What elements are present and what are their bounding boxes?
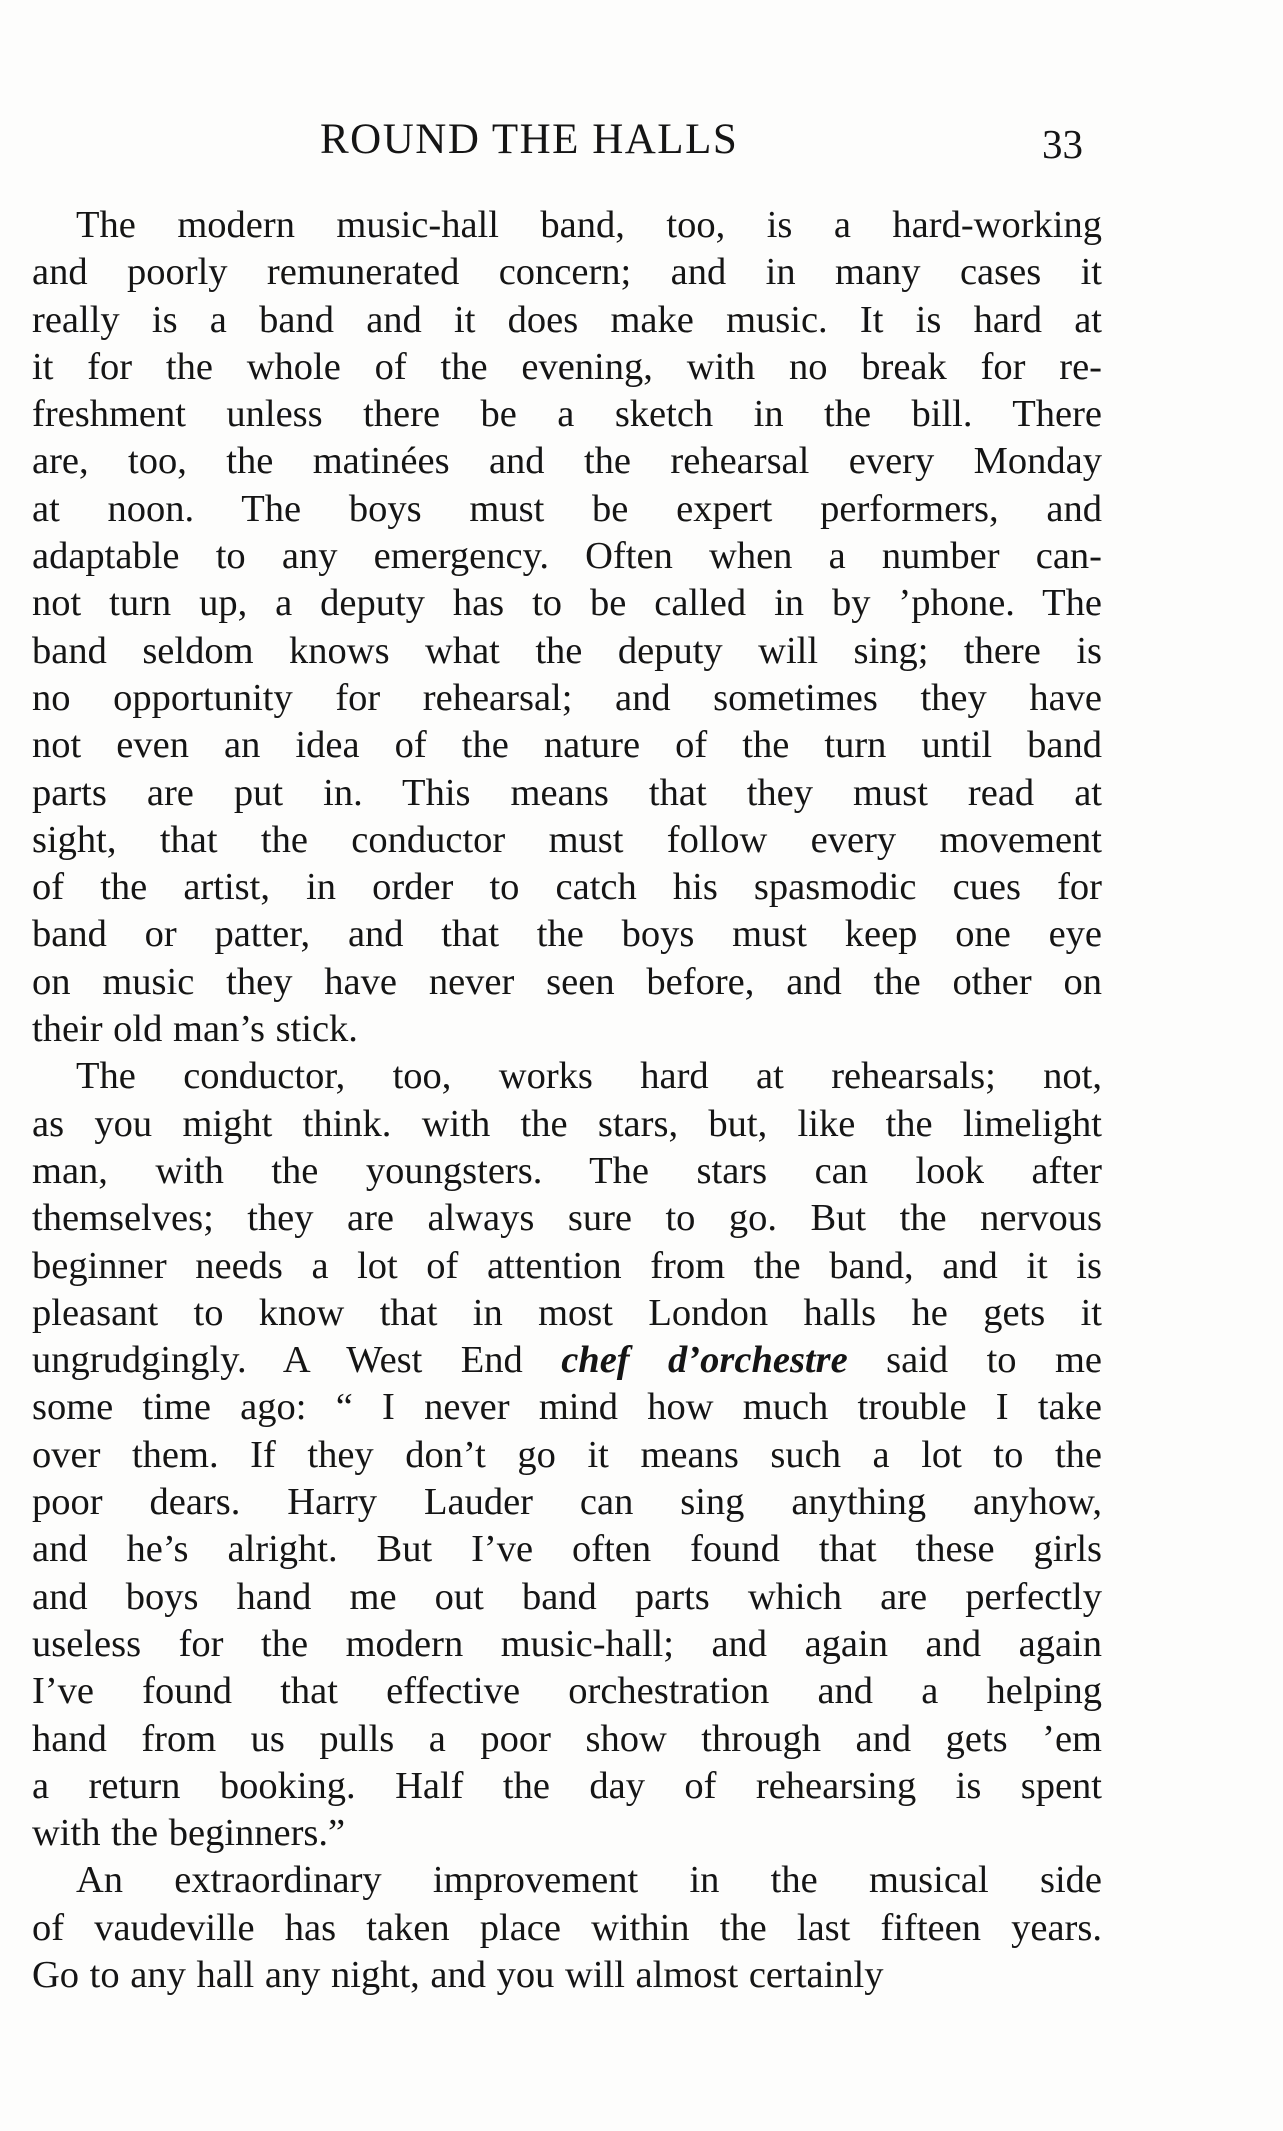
text-line: no opportunity for rehearsal; and sometimes they have (32, 676, 1102, 719)
text-line: it for the whole of the evening, with no break for re- (32, 345, 1102, 388)
text-line: Go to any hall any night, and you will almost certainly (32, 1953, 884, 1996)
italic-phrase: chef d’orchestre (561, 1339, 848, 1382)
text-line: I’ve found that effective orchestration and a helping (32, 1670, 1102, 1713)
page-number: 33 (1042, 121, 1083, 167)
text-line: band or patter, and that the boys must keep one eye (32, 913, 1102, 956)
text-line: An extraordinary improvement in the musical side (76, 1859, 1102, 1902)
text-segment: ungrudgingly. A West End (32, 1339, 562, 1382)
text-line: and poorly remunerated concern; and in many cases it (32, 251, 1102, 294)
text-line: really is a band and it does make music. It is hard at (32, 298, 1102, 341)
text-line: The modern music-hall band, too, is a hard-working (76, 204, 1102, 246)
text-line: over them. If they don’t go it means such a lot to the (32, 1433, 1102, 1476)
text-line: on music they have never seen before, and the other on (32, 960, 1102, 1003)
text-line: adaptable to any emergency. Often when a number can- (32, 535, 1102, 578)
text-line: at noon. The boys must be expert performers, and (32, 487, 1102, 530)
text-line: The conductor, too, works hard at rehearsals; not, (76, 1055, 1102, 1098)
text-line: and boys hand me out band parts which are perfectly (32, 1575, 1102, 1618)
text-line (32, 1337, 1102, 1384)
text-line: not turn up, a deputy has to be called in by ’phone. The (32, 582, 1102, 625)
text-line: sight, that the conductor must follow every movement (32, 818, 1102, 861)
text-line: beginner needs a lot of attention from the band, and it is (32, 1244, 1102, 1287)
paragraph (32, 1857, 1102, 1999)
text-line: are, too, the matinées and the rehearsal every Monday (32, 440, 1102, 483)
text-segment: said to me (847, 1339, 1102, 1382)
paragraph (32, 1053, 1102, 1857)
text-line: some time ago: “ I never mind how much trouble I take (32, 1386, 1102, 1429)
text-line: band seldom knows what the deputy will sing; there is (32, 629, 1102, 672)
text-line: their old man’s stick. (32, 1008, 358, 1051)
text-line: and he’s alright. But I’ve often found that these girls (32, 1528, 1102, 1571)
text-line: as you might think. with the stars, but, like the limelight (32, 1102, 1102, 1145)
text-line: themselves; they are always sure to go. But the nervous (32, 1197, 1102, 1240)
text-line: of vaudeville has taken place within the last fifteen years. (32, 1906, 1102, 1949)
text-line: hand from us pulls a poor show through and gets ’em (32, 1717, 1102, 1760)
text-line: pleasant to know that in most London halls he gets it (32, 1291, 1102, 1334)
text-line: parts are put in. This means that they must read at (32, 771, 1102, 814)
text-line: poor dears. Harry Lauder can sing anything anyhow, (32, 1481, 1102, 1524)
running-title: ROUND THE HALLS (320, 116, 739, 163)
body-text (32, 202, 1102, 1999)
text-line: of the artist, in order to catch his spasmodic cues for (32, 866, 1102, 909)
text-line: freshment unless there be a sketch in the bill. There (32, 393, 1102, 436)
text-line: a return booking. Half the day of rehearsing is spent (32, 1764, 1102, 1807)
text-line: man, with the youngsters. The stars can look after (32, 1149, 1102, 1192)
text-line: with the beginners.” (32, 1812, 346, 1855)
paragraph (32, 202, 1102, 1053)
text-line: useless for the modern music-hall; and again and again (32, 1622, 1102, 1665)
text-line: not even an idea of the nature of the turn until band (32, 724, 1102, 767)
